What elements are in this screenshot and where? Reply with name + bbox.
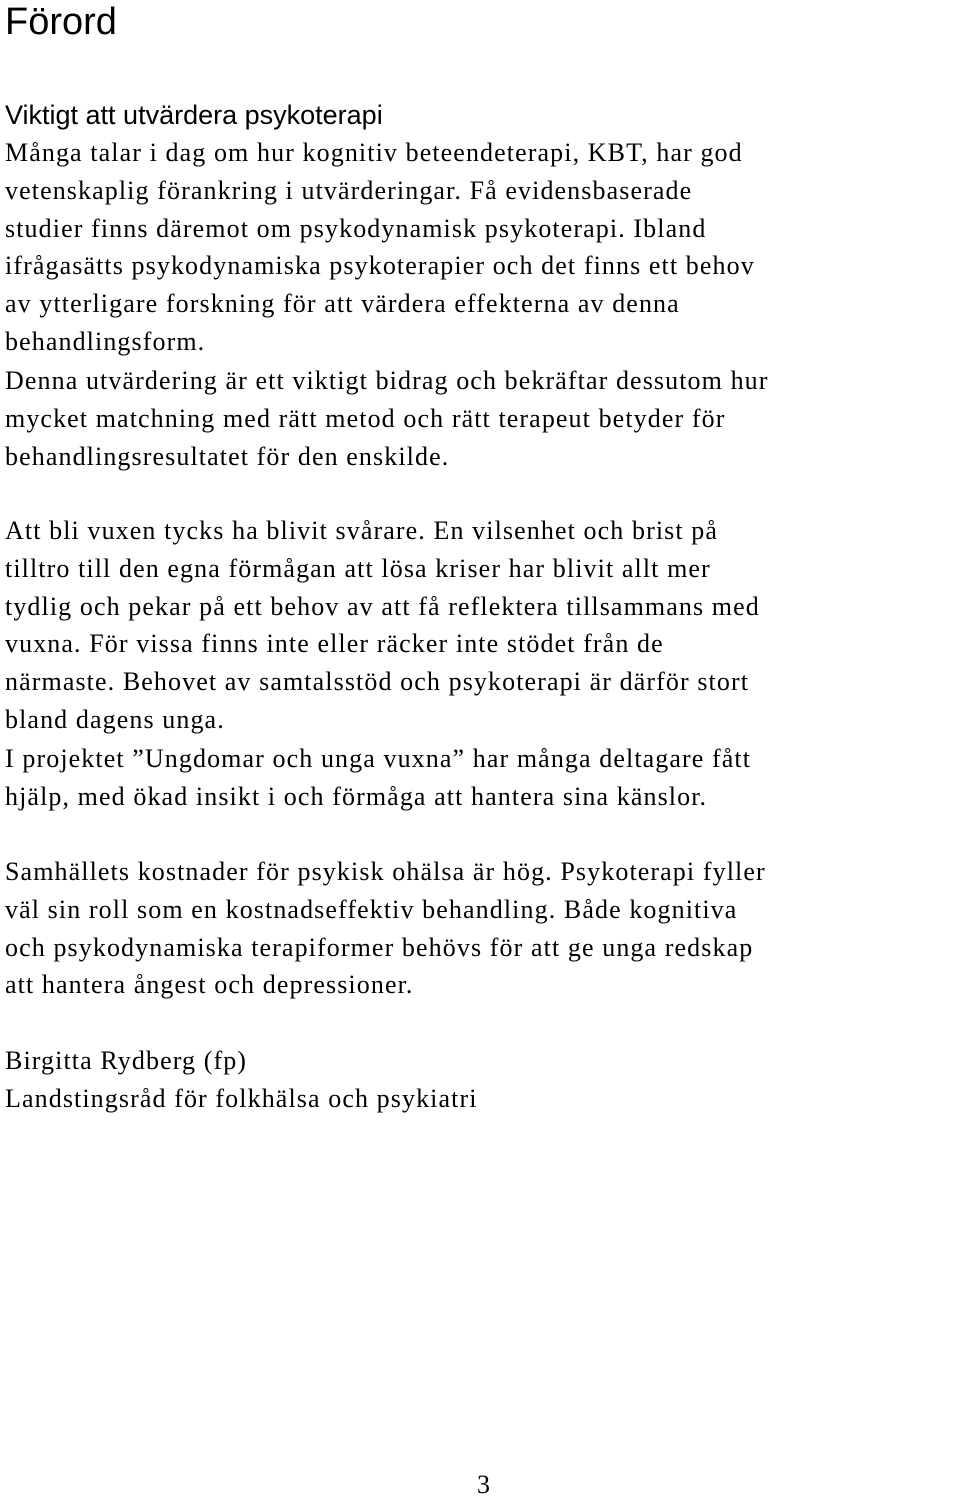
section-heading: Viktigt att utvärdera psykoterapi [5,100,383,130]
text-line: att hantera ångest och depressioner. [5,970,414,1000]
text-line: Denna utvärdering är ett viktigt bidrag och bekräftar dessutom hur [5,366,769,395]
text-line: behandlingsresultatet för den enskilde. [5,441,450,471]
text-line: I projektet ”Ungdomar och unga vuxna” har många deltagare fått [5,744,752,773]
text-line: Att bli vuxen tycks ha blivit svårare. En vilsenhet och brist på [5,516,719,545]
text-line: studier finns däremot om psykodynamisk psykoterapi. Ibland [5,213,707,243]
page-title: Förord [5,1,117,43]
text-line: behandlingsform. [5,326,206,356]
text-line: vetenskaplig förankring i utvärderingar. Få evidensbaserade [5,175,693,205]
paragraph-5 [5,853,960,1004]
paragraph-3 [5,512,960,739]
text-line: vuxna. För vissa finns inte eller räcker inte stödet från de [5,629,664,659]
page-number: 3 [477,1470,490,1499]
text-line: Många talar i dag om hur kognitiv beteendeterapi, KBT, har god [5,138,743,167]
text-line: tydlig och pekar på ett behov av att få reflektera tillsammans med [5,591,760,621]
paragraph-2 [5,362,960,475]
text-line: bland dagens unga. [5,704,225,734]
paragraph-1 [5,134,960,361]
text-line: av ytterligare forskning för att värdera effekterna av denna [5,289,680,319]
text-line: hjälp, med ökad insikt i och förmåga att hantera sina känslor. [5,781,708,811]
signature-name: Birgitta Rydberg (fp) [5,1046,248,1075]
text-line: närmaste. Behovet av samtalsstöd och psykoterapi är därför stort [5,667,750,697]
signature-role: Landstingsråd för folkhälsa och psykiatri [5,1084,478,1113]
text-line: väl sin roll som en kostnadseffektiv behandling. Både kognitiva [5,894,738,924]
text-line: ifrågasätts psykodynamiska psykoterapier och det finns ett behov [5,251,755,281]
text-line: och psykodynamiska terapiformer behövs för att ge unga redskap [5,932,754,962]
text-line: Samhällets kostnader för psykisk ohälsa är hög. Psykoterapi fyller [5,857,766,886]
text-line: mycket matchning med rätt metod och rätt terapeut betyder för [5,403,726,433]
text-line: tilltro till den egna förmågan att lösa kriser har blivit allt mer [5,553,711,583]
paragraph-4 [5,740,960,816]
